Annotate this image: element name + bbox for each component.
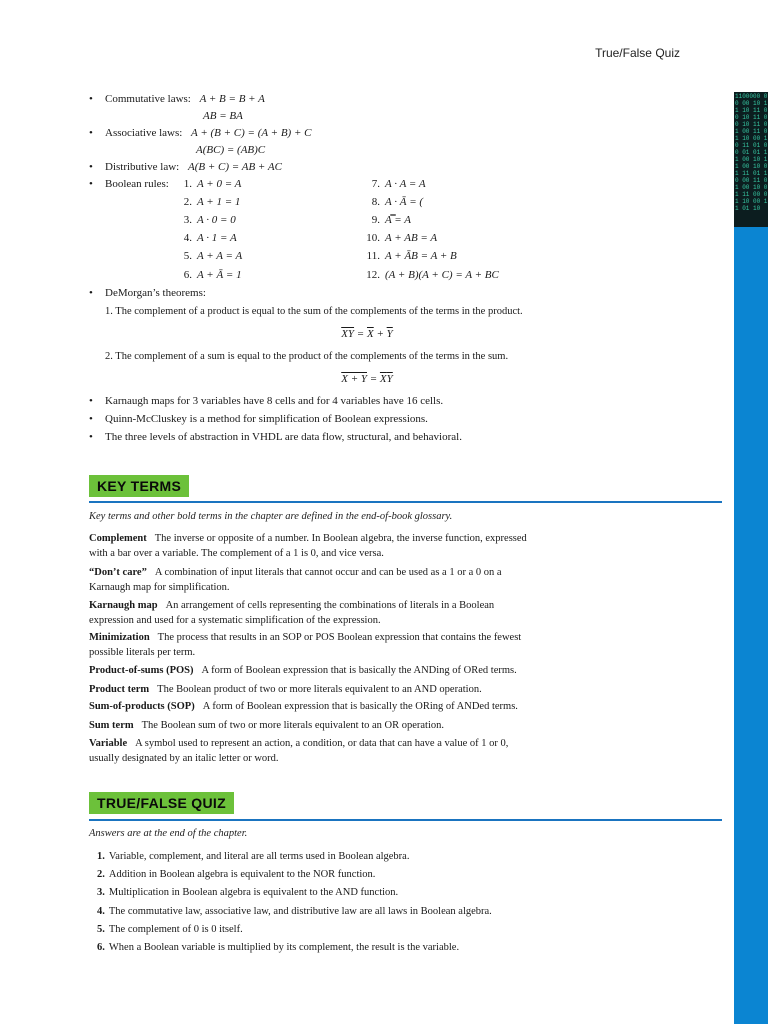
left-rule-number: 3. [183, 214, 192, 226]
quiz-item-number: 3. [97, 887, 105, 898]
karnaugh-bullet: Karnaugh maps for 3 variables have 8 cells and for 4 variables have 16 cells. [105, 395, 444, 407]
key-term-entry [89, 718, 529, 733]
left-rule-number: 2. [183, 196, 192, 208]
right-rule-expression: A + AB = A [385, 232, 438, 244]
key-terms-heading: KEY TERMS [89, 475, 189, 497]
running-head: True/False Quiz [595, 46, 680, 60]
right-rule-number: 7. [371, 178, 380, 190]
commutative-line [105, 93, 265, 106]
quiz-item [97, 868, 375, 881]
key-term-name: Variable [89, 738, 128, 749]
key-term-name: Complement [89, 533, 147, 544]
key-term-definition: The process that results in an SOP or POS Boolean expression that contains the fewest possible literals per term. [89, 632, 522, 658]
left-rule-expression: A + Ā = 1 [197, 269, 242, 281]
key-term-definition: The Boolean sum of two or more literals equivalent to an OR operation. [141, 720, 445, 731]
quiz-item-number: 1. [97, 851, 105, 862]
quiz-intro: Answers are at the end of the chapter. [89, 828, 248, 839]
commutative-eq-1: A + B = B + A [199, 93, 265, 105]
left-rule-expression: A · 1 = A [197, 232, 237, 244]
key-term-entry [89, 565, 529, 595]
distributive-eq: A(B + C) = AB + AC [188, 161, 282, 173]
key-term-entry [89, 682, 529, 697]
right-rule-expression: A + ĀB = A + B [385, 250, 457, 262]
quiz-item-text: The complement of 0 is 0 itself. [108, 924, 243, 935]
left-rule-expression: A · 0 = 0 [197, 214, 236, 226]
bullet: • [89, 395, 93, 407]
bullet: • [89, 413, 93, 425]
demorgan-2-text: 2. The complement of a sum is equal to the product of the complements of the terms in the sum. [105, 351, 509, 362]
key-term-name: Product-of-sums (POS) [89, 665, 194, 676]
left-rule-expression: A + 0 = A [197, 178, 242, 190]
key-term-entry [89, 531, 529, 561]
left-rule-number: 4. [183, 232, 192, 244]
key-term-definition: A form of Boolean expression that is basically the ANDing of ORed terms. [201, 665, 517, 676]
key-term-definition: A symbol used to represent an action, a condition, or data that can have a value of 1 or 0, usually designated by an italic letter or word. [89, 738, 509, 764]
key-term-entry [89, 736, 529, 766]
key-term-definition: A combination of input literals that cannot occur and can be used as a 1 or a 0 on a Karnaugh map for simplification. [89, 567, 502, 593]
bullet: • [89, 178, 93, 190]
demorgan-1-eq: $\overline{XY} = \overline{X} + \overline{Y}$ [341, 328, 393, 340]
right-rule-expression: A̿ = A [385, 214, 411, 226]
quiz-item-number: 5. [97, 924, 105, 935]
quiz-item-text: Addition in Boolean algebra is equivalent to the NOR function. [108, 869, 376, 880]
bullet: • [89, 93, 93, 105]
associative-eq-2: A(BC) = (AB)C [196, 144, 266, 156]
quiz-item [97, 941, 459, 954]
vhdl-bullet: The three levels of abstraction in VHDL are data flow, structural, and behavioral. [105, 431, 462, 443]
distributive-line [105, 161, 282, 174]
key-term-name: Sum term [89, 720, 134, 731]
left-rule-number: 5. [183, 250, 192, 262]
quiz-item-text: Variable, complement, and literal are all terms used in Boolean algebra. [108, 851, 410, 862]
key-term-name: Karnaugh map [89, 600, 158, 611]
rules-label: Boolean rules: [105, 178, 169, 190]
quiz-item [97, 905, 492, 918]
key-term-name: “Don’t care” [89, 567, 147, 578]
right-rule-number: 8. [371, 196, 380, 208]
quiz-item-number: 4. [97, 906, 105, 917]
bullet: • [89, 161, 93, 173]
associative-label: Associative laws: [105, 127, 183, 139]
commutative-eq-2: AB = BA [203, 110, 243, 122]
key-term-entry [89, 663, 529, 678]
key-term-entry [89, 699, 529, 714]
quiz-item [97, 923, 243, 936]
demorgan-1-text: 1. The complement of a product is equal to the sum of the complements of the terms in the product. [105, 306, 523, 317]
bullet: • [89, 431, 93, 443]
key-term-name: Sum-of-products (SOP) [89, 701, 195, 712]
right-rule-number: 9. [371, 214, 380, 226]
quiz-rule [89, 819, 722, 821]
key-terms-rule [89, 501, 722, 503]
associative-line [105, 127, 311, 140]
demorgan-2-eq: $X + Y = \overline{X}\overline{Y}$ [341, 373, 393, 385]
quiz-item-text: When a Boolean variable is multiplied by its complement, the result is the variable. [108, 942, 460, 953]
quiz-item-text: The commutative law, associative law, and distributive law are all laws in Boolean algebra. [108, 906, 492, 917]
left-rule-number: 1. [183, 178, 192, 190]
commutative-label: Commutative laws: [105, 93, 191, 105]
right-rule-number: 10. [366, 232, 380, 244]
left-rule-expression: A + A = A [197, 250, 243, 262]
quiz-heading: TRUE/FALSE QUIZ [89, 792, 234, 814]
right-rule-number: 12. [366, 269, 380, 281]
associative-eq-1: A + (B + C) = (A + B) + C [191, 127, 312, 139]
quine-bullet: Quinn-McCluskey is a method for simplification of Boolean expressions. [105, 413, 428, 425]
right-rule-expression: A · A = A [385, 178, 426, 190]
distributive-label: Distributive law: [105, 161, 180, 173]
quiz-item-number: 6. [97, 942, 105, 953]
quiz-item [97, 850, 409, 863]
quiz-item-number: 2. [97, 869, 105, 880]
right-rule-expression: A · Ā = ( [385, 196, 424, 208]
quiz-item [97, 886, 398, 899]
key-term-entry [89, 630, 529, 660]
key-term-entry [89, 598, 529, 628]
bullet: • [89, 287, 93, 299]
key-term-name: Minimization [89, 632, 150, 643]
key-term-definition: The Boolean product of two or more literals equivalent to an AND operation. [157, 684, 482, 695]
demorgan-label: DeMorgan’s theorems: [105, 287, 206, 299]
right-rule-number: 11. [366, 250, 380, 262]
left-rule-expression: A + 1 = 1 [197, 196, 241, 208]
binary-decoration: 1100000 00 00 10 11 10 11 00 10 11 00 10 11 01 00 11 01 10 00 10 11 01 00 01 01 11 00 10 11 00 10 01 11 01 10 00 11 01 00 10 01 11 00 01 10 00 11 01 10 [734, 92, 768, 227]
bullet: • [89, 127, 93, 139]
key-terms-intro: Key terms and other bold terms in the chapter are defined in the end-of-book glossary. [89, 511, 453, 522]
edge-color-bar [734, 227, 768, 1024]
key-term-definition: A form of Boolean expression that is basically the ORing of ANDed terms. [202, 701, 518, 712]
key-term-definition: An arrangement of cells representing the combinations of literals in a Boolean expression and used for a systematic simplification of the expression. [89, 600, 495, 626]
left-rule-number: 6. [183, 269, 192, 281]
quiz-item-text: Multiplication in Boolean algebra is equivalent to the AND function. [108, 887, 399, 898]
key-term-definition: The inverse or opposite of a number. In Boolean algebra, the inverse function, expressed with a bar over a variable. The complement of a 1 is 0, and vice versa. [89, 533, 527, 559]
key-term-name: Product term [89, 684, 150, 695]
right-rule-expression: (A + B)(A + C) = A + BC [385, 269, 499, 281]
